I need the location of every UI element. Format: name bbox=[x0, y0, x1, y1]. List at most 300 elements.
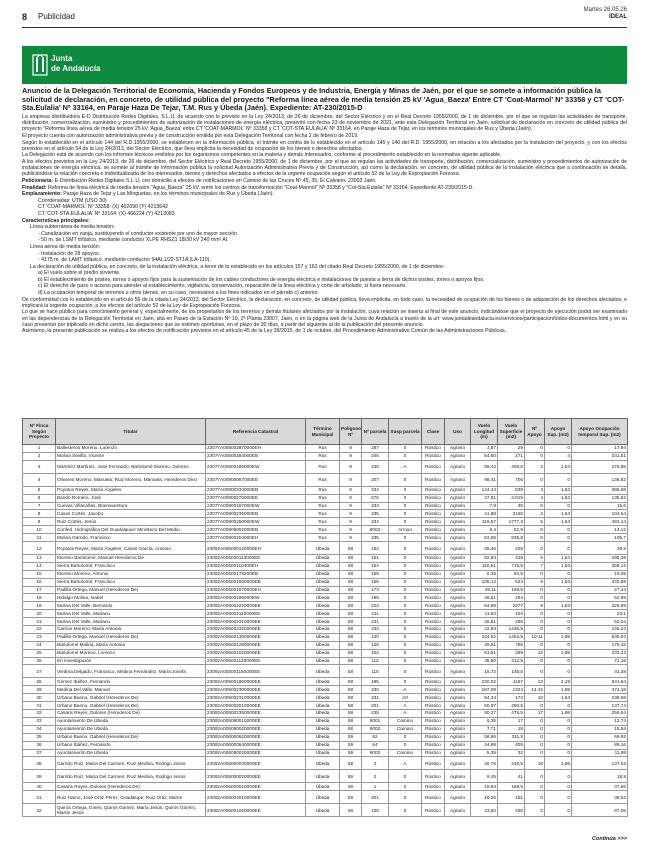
characteristic-item: - 4175 m. de LAMT trifásico, mediante conductor 94AL1/22-ST1A (LA-110). bbox=[38, 257, 211, 264]
paragraph: A los efectos previstos en la Ley 24/2013, de 26 de diciembre, del Sector Eléctrico y Real Decreto 1955/2000, de 1 de diciembre, por el que se regulan las actividades de transporte, distribución, comercialización, suministro y procedimientos de autorización de instalaciones de energía eléctrica, se somete al trámite de información pública la solicitud Autorización Administrativa Previa y de Construcción, así como la declaración, en concreto, de utilidad pública de la instalación eléctrica que a continuación se detalla, publicándose la relación concreta e individualizada de los interesados, bienes y derechos afectados a efectos de la urgente ocupación según el artículo 52 de la Ley de Expropiación Forzosa. bbox=[22, 158, 627, 178]
table-cell: 1452,5 bbox=[498, 633, 525, 641]
table-cell: 152 bbox=[362, 542, 389, 555]
table-cell: 29 bbox=[498, 445, 525, 453]
page-header bbox=[22, 7, 627, 27]
paragraph: Según lo establecido en el artículo 144 del R.D.1955/2000, se establecen en la información pública, el trámite en contra de lo establecido en el artículo 145 y 146 del R.D. 1955/2000, en relación a los afectados por la instalación del proyecto, y con los efectos previstos en el artículo 54 de la Ley 24/2013, del Sector Eléctrico, que lleva implícita la necesidad de ocupación de los bienes o derechos afectados. bbox=[22, 139, 627, 152]
table-cell: 23092A005002220000EE bbox=[206, 602, 306, 610]
table-cell: 15,6 bbox=[572, 502, 628, 510]
table-cell: Úbeda bbox=[306, 610, 340, 618]
table-cell: 0 bbox=[525, 594, 545, 602]
table-cell: 0 bbox=[389, 473, 422, 486]
table-cell: 18 bbox=[498, 725, 525, 733]
table-row bbox=[23, 626, 628, 634]
table-row bbox=[23, 741, 628, 749]
table-cell: Molina Del Valle, Mariano bbox=[56, 610, 206, 618]
table-cell: 104 bbox=[498, 610, 525, 618]
column-header: Apoyo Sup. (m2) bbox=[545, 419, 572, 445]
table-cell: 98,41 bbox=[471, 473, 498, 486]
table-cell: 0 bbox=[545, 526, 572, 534]
table-cell: 3165 bbox=[498, 510, 525, 518]
table-cell: 0 bbox=[525, 791, 545, 804]
table-cell: Úbeda bbox=[306, 741, 340, 749]
table-cell: 16 bbox=[525, 694, 545, 702]
table-cell: 137,52 bbox=[572, 757, 628, 770]
table-cell: 232 bbox=[362, 626, 389, 634]
table-row bbox=[23, 494, 628, 502]
table-cell: 23092A006000120000EH bbox=[206, 542, 306, 555]
affection-item: d) La ocupación temporal de terrenos u otros bienes, en su caso, necesarios a los fines indicados en el párrafo c) anterior. bbox=[38, 290, 319, 297]
table-row bbox=[23, 749, 628, 757]
table-cell: 22,83 bbox=[471, 626, 498, 634]
table-cell: Rústico bbox=[422, 473, 445, 486]
characteristic-item: Línea aérea de media tensión: bbox=[30, 243, 101, 250]
table-cell: 58 bbox=[340, 633, 362, 641]
table-cell: Rústico bbox=[422, 649, 445, 657]
table-cell: Agrario bbox=[445, 518, 471, 526]
table-cell: 0 bbox=[545, 473, 572, 486]
table-cell: 105 bbox=[362, 804, 389, 817]
table-cell: 12,74 bbox=[572, 717, 628, 725]
table-cell: 58 bbox=[340, 678, 362, 686]
table-cell: 52,9 bbox=[498, 526, 525, 534]
table-cell: 8 bbox=[23, 510, 56, 518]
table-cell: 169,5 bbox=[498, 783, 525, 791]
table-cell: 23092A005001570000EH bbox=[206, 586, 306, 594]
table-cell: 19,05 bbox=[572, 570, 628, 578]
table-cell: 52,89 bbox=[572, 594, 628, 602]
table-cell: Rústico bbox=[422, 618, 445, 626]
table-row bbox=[23, 578, 628, 586]
table-cell: 276 bbox=[362, 494, 389, 502]
coords-line: Coordenadas: UTM (USO 30) bbox=[38, 197, 107, 204]
table-cell: 151 bbox=[498, 791, 525, 804]
table-cell: 0 bbox=[545, 665, 572, 678]
table-cell: 136,82 bbox=[572, 473, 628, 486]
table-cell: Ayuntamiento De Úbeda bbox=[56, 749, 206, 757]
table-cell: 231,51 bbox=[572, 452, 628, 460]
table-cell: 0 bbox=[389, 570, 422, 578]
table-cell: 493,14 bbox=[572, 518, 628, 526]
table-cell: Rústico bbox=[422, 626, 445, 634]
table-cell: 238,68 bbox=[572, 694, 628, 702]
table-cell: Rústico bbox=[422, 657, 445, 665]
table-cell: 44,99 bbox=[471, 741, 498, 749]
table-cell: Agrario bbox=[445, 594, 471, 602]
table-cell: 0 bbox=[525, 733, 545, 741]
table-cell: 0 bbox=[525, 770, 545, 783]
table-cell: 706 bbox=[498, 473, 525, 486]
table-row bbox=[23, 562, 628, 570]
table-cell: Sierra Bartolomé, Francisco bbox=[56, 578, 206, 586]
table-cell: 47,81 bbox=[471, 494, 498, 502]
table-cell: 18 bbox=[23, 594, 56, 602]
table-cell: 230 bbox=[362, 686, 389, 694]
table-cell: Urbano Bueno, Gabriel (Herederos De) bbox=[56, 694, 206, 702]
table-cell: A bbox=[389, 686, 422, 694]
table-cell: 173 bbox=[362, 586, 389, 594]
table-cell: 23077A00900235000EB bbox=[206, 510, 306, 518]
paragraph: El proyecto cuenta con autorización administrativa previa y de construcción emitida por esta Delegación Territorial con fecha 2 de febrero de 2019. bbox=[22, 133, 359, 139]
column-header: Susp parcela bbox=[389, 419, 422, 445]
table-cell: 23092A005002320000EE bbox=[206, 626, 306, 634]
table-cell: Agrario bbox=[445, 749, 471, 757]
table-cell: 0 bbox=[545, 749, 572, 757]
table-cell: 1,98 bbox=[545, 633, 572, 641]
table-row bbox=[23, 534, 628, 542]
table-cell: Ballesteros Moreno, Lorenzo bbox=[56, 445, 206, 453]
characteristic-item: Línea subterránea de media tensión: bbox=[30, 224, 115, 231]
table-cell: 0 bbox=[389, 602, 422, 610]
table-cell: Agrario bbox=[445, 665, 471, 678]
table-cell: 50,87 bbox=[471, 702, 498, 710]
table-cell: Molina Sevilla, Vicente bbox=[56, 452, 206, 460]
table-row bbox=[23, 694, 628, 702]
table-cell: 7 bbox=[23, 502, 56, 510]
table-cell: 9 bbox=[340, 460, 362, 473]
table-cell: 87,06 bbox=[572, 804, 628, 817]
table-cell: 8 bbox=[525, 578, 545, 586]
table-cell: 23092A006000620000EE bbox=[206, 733, 306, 741]
table-cell: Agrario bbox=[445, 783, 471, 791]
table-cell: 1 bbox=[362, 783, 389, 791]
table-row bbox=[23, 804, 628, 817]
junta-banner bbox=[22, 46, 627, 84]
table-cell: 17,94 bbox=[572, 445, 628, 453]
table-cell: 264 bbox=[498, 594, 525, 602]
table-cell: 276,86 bbox=[572, 460, 628, 473]
table-cell: 0 bbox=[525, 445, 545, 453]
table-cell: 59 bbox=[340, 733, 362, 741]
table-cell: 9 bbox=[340, 534, 362, 542]
column-header: Referencia Catastral bbox=[206, 419, 306, 445]
table-cell: 102 bbox=[362, 649, 389, 657]
table-cell: 0 bbox=[389, 626, 422, 634]
table-cell: 9001 bbox=[362, 717, 389, 725]
table-cell: 7,8 bbox=[471, 502, 498, 510]
table-cell: 38,9 bbox=[572, 542, 628, 555]
table-cell: 0 bbox=[389, 555, 422, 563]
table-cell: 839 bbox=[498, 486, 525, 494]
table-cell: 58 bbox=[340, 657, 362, 665]
table-cell: 34 bbox=[23, 725, 56, 733]
affection-intro: La declaración de utilidad pública, en concreto, de la instalación eléctrica, a tenor de lo establecido en los artículos 157 y 162 del citado Real Decreto 1955/2000, de 1 de diciembre: bbox=[30, 263, 445, 270]
table-cell: Agrario bbox=[445, 570, 471, 578]
table-cell: 23092A005001280000EE bbox=[206, 641, 306, 649]
table-cell: 0 bbox=[389, 783, 422, 791]
table-cell: 386,68 bbox=[572, 486, 628, 494]
table-cell: 235 bbox=[362, 510, 389, 518]
table-cell: Úbeda bbox=[306, 649, 340, 657]
table-cell: 234 bbox=[362, 518, 389, 526]
table-cell: 3,87 bbox=[471, 445, 498, 453]
table-header-row bbox=[23, 419, 628, 445]
table-cell: 0 bbox=[389, 804, 422, 817]
table-row bbox=[23, 518, 628, 526]
table-cell: Rústico bbox=[422, 555, 445, 563]
table-cell: 1,63 bbox=[545, 486, 572, 494]
table-cell: 7,71 bbox=[471, 725, 498, 733]
table-cell: Olivares Moreno, Manuela; Ruiz Moreno, Manuela; Herederos Díez bbox=[56, 473, 206, 486]
characteristic-item: - Instalación de 28 apoyos. bbox=[38, 250, 101, 257]
table-cell: 25,46 bbox=[471, 542, 498, 555]
table-cell: Úbeda bbox=[306, 791, 340, 804]
table-cell: Rus bbox=[306, 445, 340, 453]
closing-paragraph: Asimismo, la presente publicación se realiza a los efectos de notificación previstos en el artículo 45 de la Ley 39/2015, de 1 de octubre, del Procedimiento Administrativo Común de las Administraciones Públicas. bbox=[22, 328, 507, 335]
table-cell: 23092A006000010000EE bbox=[206, 783, 306, 791]
table-cell: 1,63 bbox=[545, 562, 572, 570]
table-cell: 37 bbox=[23, 749, 56, 757]
paragraph: La empresa distribuidora E-D Distribución Redes Digitales, S.L.U, de acuerdo con lo previsto en la Ley 24/2013, de 26 de diciembre, del Sector Eléctrico y en el Real Decreto 1955/2000, de 1 de diciembre, por el que se regulan las actividades de transporte, distribución, comercialización, suministro y procedimientos de autorización de instalaciones de energía eléctrica, presentó con fecha 23 de noviembre de 2021, ante esta Delegación Territorial en Jaén, solicitud de declaración en concreto de utilidad pública del proyecto "Reforma línea aérea de media tensión 25 kV 'Agua_Baeza' entre CT 'COAT-MARMOL' Nº 33358 y CT 'COT-STA.EULALIA' Nº 33164, en Paraje Haza de Tejar, en los términos municipales de Rus y Úbeda (Jaén). bbox=[22, 114, 627, 133]
table-cell: 144,44 bbox=[471, 486, 498, 494]
table-cell: Rústico bbox=[422, 641, 445, 649]
affected-parcels-table bbox=[22, 418, 628, 817]
table-cell: Agrario bbox=[445, 445, 471, 453]
table-cell: 0 bbox=[389, 486, 422, 494]
table-cell: 23092A006090020000EE bbox=[206, 749, 306, 757]
table-cell: 71,18 bbox=[572, 657, 628, 665]
table-cell: 17 bbox=[525, 710, 545, 718]
table-cell: 3 bbox=[23, 460, 56, 473]
table-cell: Agrario bbox=[445, 633, 471, 641]
table-cell: 23092A005002010000EE bbox=[206, 702, 306, 710]
table-cell: Agrario bbox=[445, 717, 471, 725]
table-cell: 25 bbox=[23, 649, 56, 657]
table-cell: 58 bbox=[340, 710, 362, 718]
table-cell: Úbeda bbox=[306, 570, 340, 578]
table-cell: 715,5 bbox=[498, 562, 525, 570]
table-cell: Agrario bbox=[445, 694, 471, 702]
table-cell: 58 bbox=[340, 570, 362, 578]
table-cell: 4 bbox=[545, 452, 572, 460]
table-cell: 9 bbox=[340, 526, 362, 534]
table-cell: Rústico bbox=[422, 770, 445, 783]
table-cell: 135,52 bbox=[572, 494, 628, 502]
table-cell: Casas Cortés, Jacobo bbox=[56, 510, 206, 518]
table-cell: 9002 bbox=[362, 526, 389, 534]
table-row bbox=[23, 586, 628, 594]
table-cell: 24 bbox=[23, 641, 56, 649]
table-cell: 0 bbox=[525, 618, 545, 626]
table-cell: Agrario bbox=[445, 555, 471, 563]
table-cell: 69,92 bbox=[572, 733, 628, 741]
table-cell: Bando Romero, José bbox=[56, 494, 206, 502]
table-cell: Moreno Moreno, Antonio bbox=[56, 570, 206, 578]
table-cell: Rústico bbox=[422, 445, 445, 453]
table-cell: Úbeda bbox=[306, 626, 340, 634]
column-header: Nº Apoyo bbox=[525, 419, 545, 445]
table-cell: 39 bbox=[23, 770, 56, 783]
field-row bbox=[22, 191, 627, 197]
table-cell: 9 bbox=[23, 518, 56, 526]
table-cell: 105,12 bbox=[471, 578, 498, 586]
table-cell: 0 bbox=[389, 678, 422, 686]
table-row bbox=[23, 657, 628, 665]
table-cell: 46,76 bbox=[471, 757, 498, 770]
table-cell: 0 bbox=[545, 594, 572, 602]
table-cell: 58 bbox=[340, 594, 362, 602]
table-cell: 9,45 bbox=[471, 770, 498, 783]
table-cell: 20 bbox=[23, 610, 56, 618]
table-cell: Rus bbox=[306, 510, 340, 518]
table-cell: 11,53 bbox=[471, 610, 498, 618]
affection-item: a) El vuelo sobre el predio sirviente. bbox=[38, 270, 121, 277]
table-cell: 58 bbox=[340, 562, 362, 570]
table-cell: 14 bbox=[23, 562, 56, 570]
table-cell: 58 bbox=[340, 665, 362, 678]
closing-paragraph: De conformidad con lo establecido en el artículo 56 de la citada Ley 24/2013, del Sector Eléctrico, la declaración, en concreto, de utilidad pública, lleva implícita, en todo caso, la necesidad de ocupación de los bienes o de adquisición de los derechos afectados, e implicará la urgente ocupación, a los efectos del artículo 52 de la Ley de Expropiación Forzosa. bbox=[22, 296, 627, 309]
column-header: Clase bbox=[422, 419, 445, 445]
table-cell: 41 bbox=[498, 770, 525, 783]
table-cell: 23077A00900204000EH bbox=[206, 534, 306, 542]
table-cell: Úbeda bbox=[306, 702, 340, 710]
table-cell: 1,63 bbox=[545, 694, 572, 702]
table-cell: 0 bbox=[389, 510, 422, 518]
table-cell: Úbeda bbox=[306, 555, 340, 563]
table-cell: 0 bbox=[545, 725, 572, 733]
table-cell: 64,89 bbox=[471, 602, 498, 610]
table-cell: Camino bbox=[389, 749, 422, 757]
table-cell: 23077A00500284000EB bbox=[206, 452, 306, 460]
table-cell: Agrario bbox=[445, 602, 471, 610]
table-cell: Úbeda bbox=[306, 733, 340, 741]
table-cell: 18 bbox=[525, 757, 545, 770]
table-cell: 58 bbox=[340, 686, 362, 694]
table-cell: Rústico bbox=[422, 594, 445, 602]
table-cell: Úbeda bbox=[306, 725, 340, 733]
table-cell: 0 bbox=[525, 783, 545, 791]
table-cell: 5 bbox=[23, 486, 56, 494]
notice-title: Anuncio de la Delegación Territorial de Economía, Hacienda y Fondos Europeos y de Industria, Energía y Minas de Jaén, por el que se somete a información pública la solicitud de declaración, en concreto, de utilidad pública del proyecto "Reforma línea aérea de media tensión 25 kV 'Agua_Baeza' Entre CT 'Coat-Marmol' Nº 33358 y CT 'COT-Sta.Eulalia' Nº 33164, en Paraje Haza De Tejar, T.M. Rus y Úbeda (Jaén). Expediente: AT-230/2015-D bbox=[22, 86, 625, 113]
characteristic-item: - 50 m. de LSMT trifásico, mediante conductor XLPE RHSZ1 18/30 kV 240 mm² Al. bbox=[38, 237, 229, 244]
table-cell: 474,18 bbox=[572, 686, 628, 694]
table-row bbox=[23, 733, 628, 741]
table-cell: Rústico bbox=[422, 678, 445, 686]
table-cell: Rústico bbox=[422, 710, 445, 718]
table-cell: 12 bbox=[23, 542, 56, 555]
table-row bbox=[23, 486, 628, 494]
table-cell: 23092A006004010000EE bbox=[206, 791, 306, 804]
table-cell: 1777,3 bbox=[498, 518, 525, 526]
table-row bbox=[23, 702, 628, 710]
table-cell: 27,44 bbox=[572, 586, 628, 594]
table-cell: 0 bbox=[545, 626, 572, 634]
table-cell: Agrario bbox=[445, 626, 471, 634]
table-cell: 40 bbox=[23, 783, 56, 791]
table-cell: 23077A00900167000EW bbox=[206, 502, 306, 510]
table-cell: 83,5 bbox=[498, 570, 525, 578]
table-cell: 59 bbox=[340, 783, 362, 791]
table-cell: 269 bbox=[498, 649, 525, 657]
table-cell: 1,63 bbox=[545, 518, 572, 526]
table-cell: 295,38 bbox=[572, 555, 628, 563]
table-cell: Casans Reyes, Dolores (Herederos De) bbox=[56, 710, 206, 718]
table-row bbox=[23, 686, 628, 694]
table-cell: 0 bbox=[389, 791, 422, 804]
table-cell: 58 bbox=[340, 725, 362, 733]
table-cell: 59 bbox=[340, 741, 362, 749]
table-cell: 0 bbox=[525, 749, 545, 757]
field-label: Peticionaria: bbox=[22, 177, 54, 184]
table-cell: 195 bbox=[362, 594, 389, 602]
table-cell: 106,7 bbox=[572, 534, 628, 542]
table-row bbox=[23, 633, 628, 641]
field-row bbox=[22, 185, 627, 191]
table-cell: 175,42 bbox=[572, 641, 628, 649]
table-cell: 23077A00900276000EE bbox=[206, 494, 306, 502]
table-cell: 18,9 bbox=[572, 770, 628, 783]
table-cell: Úbeda bbox=[306, 657, 340, 665]
field-value: Paraje Haza de Tejar y Las Minguetas, en los términos municipales de Rus y Úbeda (Jaén). bbox=[63, 191, 274, 198]
table-cell: 0 bbox=[389, 452, 422, 460]
table-cell: 2,19 bbox=[545, 678, 572, 686]
table-cell: Rus bbox=[306, 494, 340, 502]
table-cell: 23092A005002350000EE bbox=[206, 710, 306, 718]
table-cell: 233 bbox=[362, 502, 389, 510]
table-cell: 59 bbox=[340, 791, 362, 804]
table-cell: Úbeda bbox=[306, 710, 340, 718]
table-cell: Rústico bbox=[422, 665, 445, 678]
table-row bbox=[23, 791, 628, 804]
table-cell: Úbeda bbox=[306, 804, 340, 817]
table-cell: Molina Garrido, Francisco bbox=[56, 534, 206, 542]
table-row bbox=[23, 665, 628, 678]
table-cell: 33 bbox=[23, 717, 56, 725]
table-cell: Úbeda bbox=[306, 542, 340, 555]
table-cell: 0 bbox=[525, 473, 545, 486]
table-row bbox=[23, 445, 628, 453]
table-cell: 0 bbox=[545, 586, 572, 594]
table-cell: Agrario bbox=[445, 452, 471, 460]
column-header: Término Municipal bbox=[306, 419, 340, 445]
table-cell: Rústico bbox=[422, 733, 445, 741]
table-cell: Rústico bbox=[422, 749, 445, 757]
table-cell: 89,16 bbox=[572, 741, 628, 749]
table-cell: Casans Reyes, Dolores (Herederos De) bbox=[56, 783, 206, 791]
table-row bbox=[23, 678, 628, 686]
table-cell: Camino bbox=[389, 717, 422, 725]
table-cell: Martínez Martínez, José Fernando; Bartolomé Moreno, Dolores bbox=[56, 460, 206, 473]
table-cell: Agrario bbox=[445, 804, 471, 817]
table-row bbox=[23, 502, 628, 510]
table-cell: 9 bbox=[340, 486, 362, 494]
table-row bbox=[23, 725, 628, 733]
table-cell: 1167 bbox=[498, 678, 525, 686]
table-row bbox=[23, 460, 628, 473]
table-cell: 271 bbox=[498, 452, 525, 460]
table-cell: 58 bbox=[340, 641, 362, 649]
table-cell: Cuevas Villacañas, Buenaventura bbox=[56, 502, 206, 510]
table-cell: 137,74 bbox=[572, 702, 628, 710]
table-row bbox=[23, 602, 628, 610]
table-cell: Molina Del Valle, Bernardo bbox=[56, 602, 206, 610]
table-cell: Úbeda bbox=[306, 686, 340, 694]
table-cell: 31,48 bbox=[572, 665, 628, 678]
table-cell: 448 bbox=[498, 555, 525, 563]
table-cell: 23092A005001020000EE bbox=[206, 649, 306, 657]
table-cell: 0 bbox=[525, 626, 545, 634]
table-cell: 0 bbox=[545, 733, 572, 741]
table-cell: 58 bbox=[340, 694, 362, 702]
table-cell: Rus bbox=[306, 526, 340, 534]
table-cell: Garrido Ruiz, María Del Carmen; Ruiz Medina, Rodrigo Jesús bbox=[56, 770, 206, 783]
table-row bbox=[23, 641, 628, 649]
table-cell: 405 bbox=[498, 741, 525, 749]
table-cell: Úbeda bbox=[306, 602, 340, 610]
table-cell: 6,35 bbox=[471, 570, 498, 578]
table-cell: Rústico bbox=[422, 460, 445, 473]
table-cell: Úbeda bbox=[306, 757, 340, 770]
table-cell: 3 bbox=[362, 757, 389, 770]
